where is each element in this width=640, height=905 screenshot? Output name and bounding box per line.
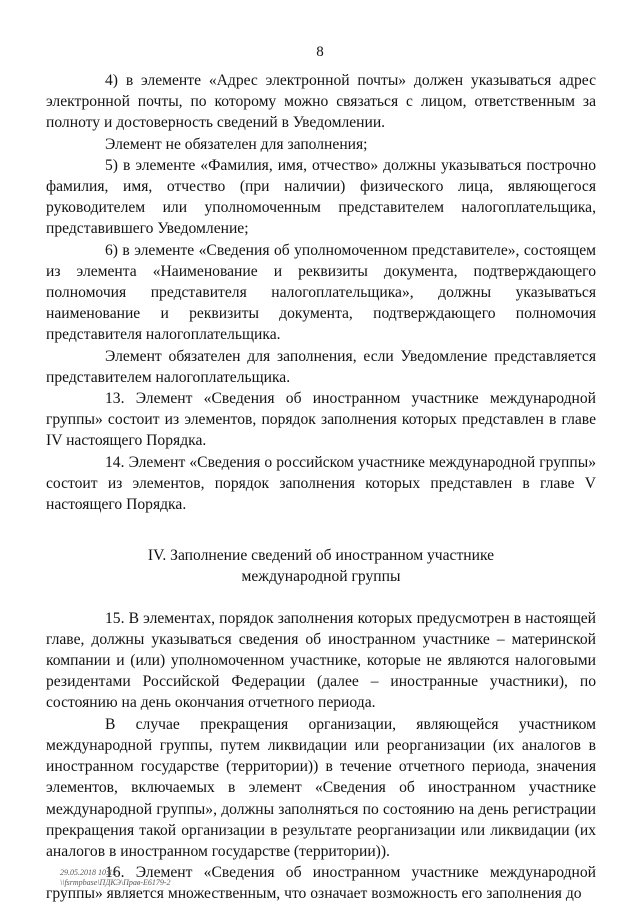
document-footer	[60, 868, 171, 888]
section-heading-line-2: международной группы	[241, 568, 401, 586]
document-body	[46, 70, 596, 905]
paragraph-15-foreign-info: 15. В элементах, порядок заполнения которых предусмотрен в настоящей главе, должны указываться сведения об иностранном участнике – материнской компании и (или) уполномоченном участнике, которые не являются налоговыми резидентами Российской Федерации (далее – иностранные участники), по состоянию на день окончания отчетного периода.	[46, 609, 596, 712]
paragraph-13-foreign-participant: 13. Элемент «Сведения об иностранном участнике международной группы» состоит из элементов, порядок заполнения которых представлен в главе IV настоящего Порядка.	[46, 390, 596, 450]
footer-file-path: \\fsrmpbase\ПДКЭ\Прав-Е6179-2	[60, 878, 171, 887]
paragraph-termination-case: В случае прекращения организации, являющейся участником международной группы, путем ликвидации или реорганизации (их аналогов в иностранном государстве (территории)) в течение отчетного периода, значения элементов, включаемых в элемент «Сведения об иностранном участнике международной группы», должны заполняться по состоянию на день регистрации прекращения такой организации в результате реорганизации или ликвидации (их аналогов в иностранном государстве (территории)).	[46, 715, 596, 860]
paragraph-item-6-representative: 6) в элементе «Сведения об уполномоченном представителе», состоящем из элемента «Наименование и реквизиты документа, подтверждающего полномочия представителя налогоплательщика», должны указываться наименование и реквизиты документа, подтверждающего полномочия представителя налогоплательщика.	[46, 241, 596, 344]
section-heading	[46, 545, 596, 587]
paragraph-14-russian-participant: 14. Элемент «Сведения о российском участнике международной группы» состоит из элементов, порядок заполнения которых представлен в главе V настоящего Порядка.	[46, 453, 596, 514]
section-heading-line-1: IV. Заполнение сведений об иностранном участнике	[147, 547, 495, 565]
paragraph-16-multiple: 16. Элемент «Сведения об иностранном участнике международной группы» является множественным, что означает возможность его заполнения до	[46, 864, 596, 903]
paragraph-item-4-email: 4) в элементе «Адрес электронной почты» должен указываться адрес электронной почты, по которому можно связаться с лицом, ответственным за полноту и достоверность сведений в Уведомлении.	[46, 72, 596, 132]
paragraph-email-optional: Элемент не обязателен для заполнения;	[105, 135, 368, 153]
paragraph-representative-mandatory: Элемент обязателен для заполнения, если Уведомление представляется представителем налогоплательщика.	[46, 347, 596, 386]
paragraph-item-5-name: 5) в элементе «Фамилия, имя, отчество» должны указываться построчно фамилия, имя, отчество (при наличии) физического лица, являющегося руководителем или уполномоченным представителем налогоплательщика, представившего Уведомление;	[46, 156, 596, 238]
page-number: 8	[316, 44, 324, 60]
footer-timestamp: 29.05.2018 10:12	[60, 868, 117, 877]
